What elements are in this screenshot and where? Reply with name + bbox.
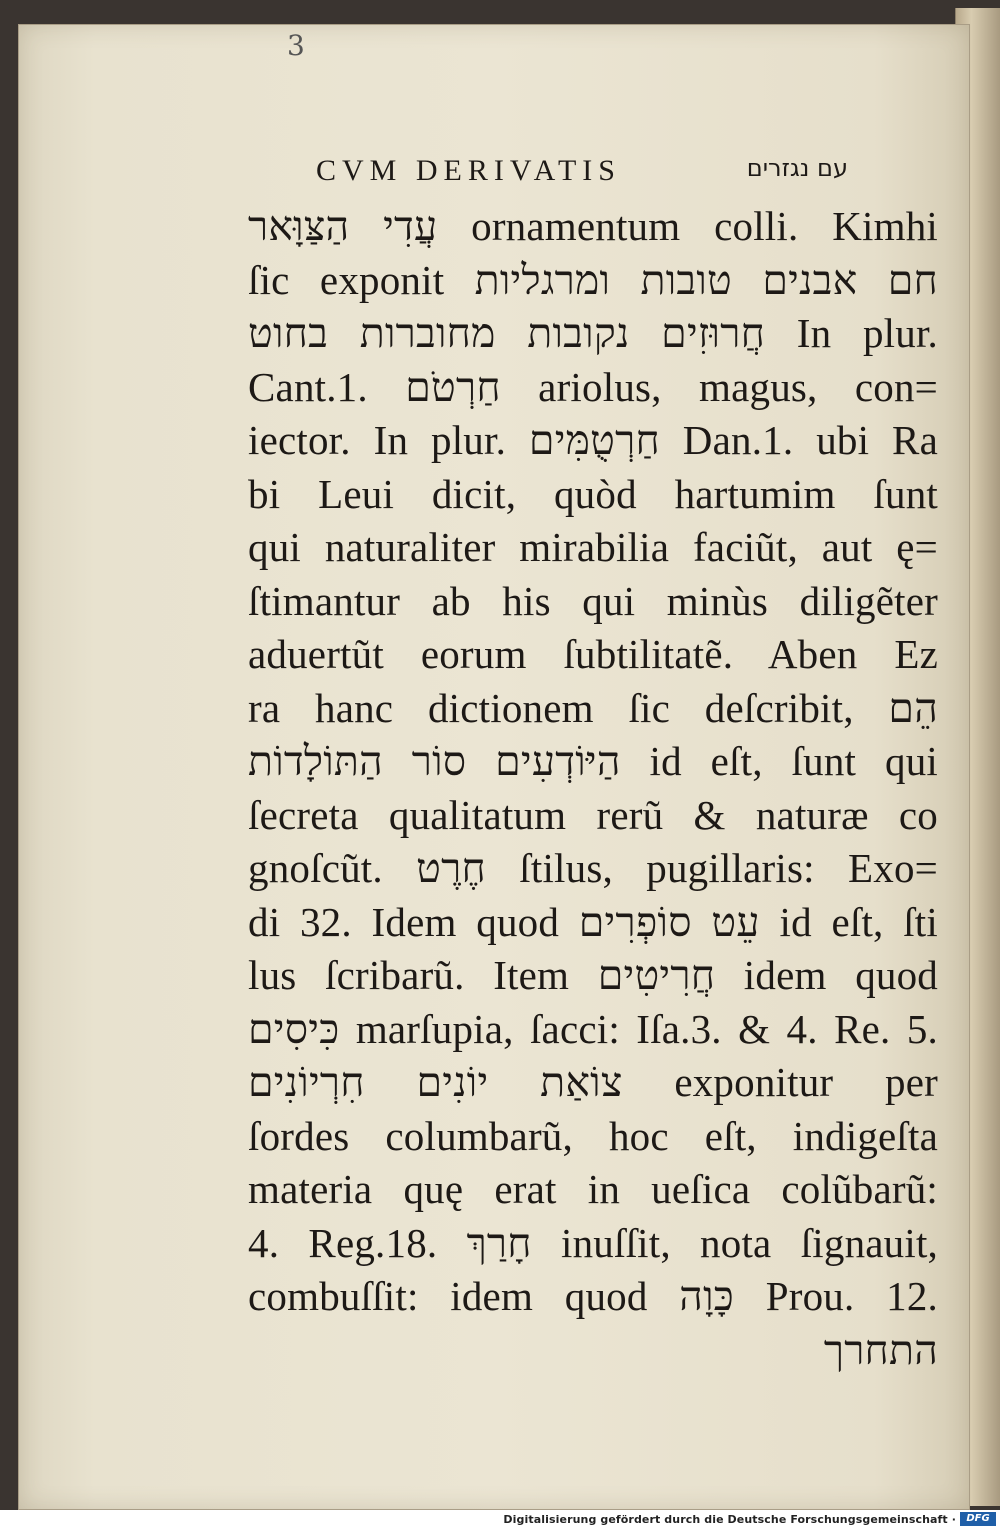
- text-line: bi Leui dicit, quòd hartumim ſunt: [248, 470, 938, 517]
- dfg-logo[interactable]: DFG: [960, 1512, 996, 1526]
- funding-notice: Digitalisierung gefördert durch die Deutsche Forschungsgemeinschaft ·: [503, 1513, 956, 1526]
- text-line: ſordes columbarũ, hoc eſt, indigeſta: [248, 1112, 938, 1159]
- text-line: di 32. Idem quod עֵט סוֹפְרִים id eſt, ſti: [248, 898, 938, 945]
- header-hebrew: עם נגזרים: [746, 154, 848, 182]
- text-line: ſecreta qualitatum rerũ & naturæ co: [248, 791, 938, 838]
- text-line: הַיּוֹדְעִים סוֹר הַתּוֹלָדוֹת id eſt, ſunt qui: [248, 738, 938, 784]
- header-latin: CVM DERIVATIS: [316, 154, 621, 187]
- text-line: 4. Reg.18. חָרַךְ inuſſit, nota ſignauit,: [248, 1219, 938, 1266]
- text-line: aduertũt eorum ſubtilitatẽ. Aben Ez: [248, 631, 938, 677]
- text-line: ra hanc dictionem ſic deſcribit, הֵם: [248, 684, 938, 731]
- text-line: ſtimantur ab his qui minùs diligẽter: [248, 577, 938, 624]
- text-line: combuſſit: idem quod כָּוָה Prou. 12.: [248, 1273, 938, 1319]
- text-line: צוֹאַת יוֹנִים חִרְיוֹנִים exponitur per: [248, 1059, 938, 1105]
- text-line: חֲרוּזִים נקובות מחוברות בחוט In plur.: [248, 310, 938, 356]
- text-line: materia quę erat in ueſica colũbarũ:: [248, 1166, 938, 1212]
- text-line: ſic exponit חם אבנים טובות ומרגליות: [248, 256, 938, 303]
- body-text: [248, 200, 938, 1377]
- digitization-footer: [0, 1510, 1000, 1529]
- text-line: iector. In plur. חַרְטֻמִּים Dan.1. ubi Ra: [248, 417, 938, 463]
- text-line: עֲדִי הַצַּוָּאר ornamentum colli. Kimhi: [248, 203, 938, 249]
- folio-mark: 3: [287, 29, 305, 62]
- catchword: התחרך: [823, 1326, 938, 1373]
- text-line: qui naturaliter mirabilia faciũt, aut ę=: [248, 524, 938, 570]
- running-header: [298, 130, 848, 186]
- text-line: gnoſcũt. חֶרֶט ſtilus, pugillaris: Exo=: [248, 845, 938, 891]
- text-line: Cant.1. חַרְטֹם ariolus, magus, con=: [248, 363, 939, 410]
- text-line: כִּיסִים marſupia, ſacci: Iſa.3. & 4. Re. 5.: [248, 1005, 938, 1052]
- text-line: lus ſcribarũ. Item חֲרִיטִים idem quod: [248, 952, 938, 998]
